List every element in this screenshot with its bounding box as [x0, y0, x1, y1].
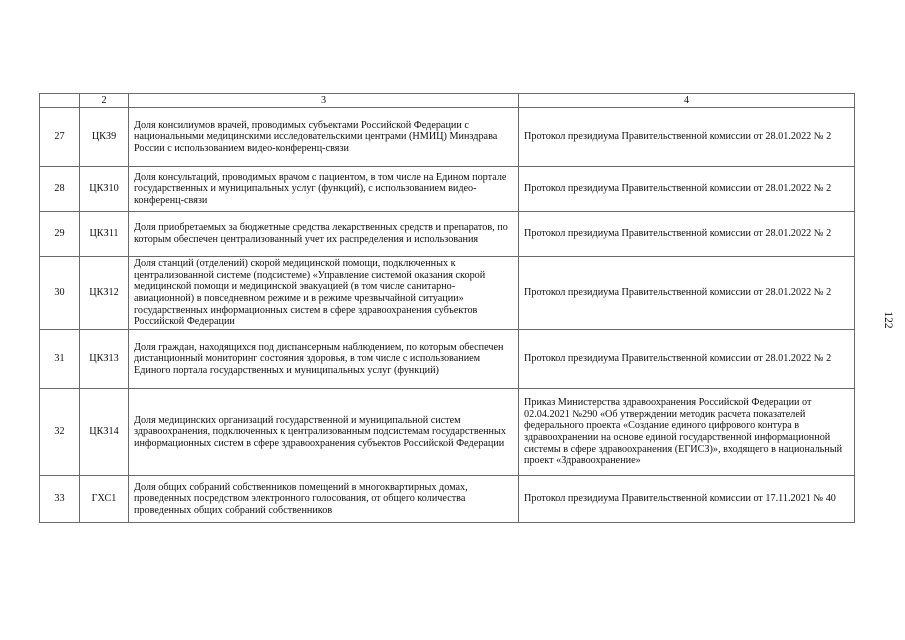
indicator-code: ЦКЗ14: [80, 389, 129, 476]
indicator-code: ЦКЗ9: [80, 108, 129, 167]
row-number: 33: [40, 476, 80, 523]
header-col-1: [40, 94, 80, 108]
table-header-row: [40, 94, 855, 108]
table-row: [40, 212, 855, 257]
indicator-basis: Протокол президиума Правительственной комиссии от 28.01.2022 № 2: [519, 212, 855, 257]
row-number: 31: [40, 330, 80, 389]
indicator-basis: Протокол президиума Правительственной комиссии от 28.01.2022 № 2: [519, 108, 855, 167]
indicator-basis: Протокол президиума Правительственной комиссии от 28.01.2022 № 2: [519, 330, 855, 389]
header-col-3: 3: [129, 94, 519, 108]
table-row: [40, 167, 855, 212]
indicator-basis: Протокол президиума Правительственной комиссии от 28.01.2022 № 2: [519, 257, 855, 330]
indicator-description: Доля медицинских организаций государственной и муниципальной систем здравоохранения, подключенных к централизованным подсистемам государственных информационных систем в сфере здравоохранения субъектов Российской Федерации: [129, 389, 519, 476]
indicator-code: ЦКЗ13: [80, 330, 129, 389]
row-number: 27: [40, 108, 80, 167]
indicators-table: [39, 93, 855, 523]
indicator-description: Доля приобретаемых за бюджетные средства лекарственных средств и препаратов, по которым обеспечен централизованный учет их распределения и использования: [129, 212, 519, 257]
indicator-code: ЦКЗ10: [80, 167, 129, 212]
page-number: 122: [882, 311, 894, 329]
table-row: [40, 257, 855, 330]
table-row: [40, 476, 855, 523]
row-number: 29: [40, 212, 80, 257]
indicator-code: ЦКЗ11: [80, 212, 129, 257]
indicator-basis: Приказ Министерства здравоохранения Российской Федерации от 02.04.2021 №290 «Об утверждении методик расчета показателей федерального проекта «Создание единого цифрового контура в здравоохранении на основе единой государственной информационной системы в сфере здравоохранения (ЕГИСЗ)», входящего в национальный проект «Здравоохранение»: [519, 389, 855, 476]
indicator-basis: Протокол президиума Правительственной комиссии от 28.01.2022 № 2: [519, 167, 855, 212]
table-row: [40, 389, 855, 476]
indicator-basis: Протокол президиума Правительственной комиссии от 17.11.2021 № 40: [519, 476, 855, 523]
row-number: 28: [40, 167, 80, 212]
indicator-description: Доля станций (отделений) скорой медицинской помощи, подключенных к централизованной системе (подсистеме) «Управление системой оказания скорой медицинской помощи и медицинской эвакуацией (в том числе санитарно-авиационной) в повседневном режиме и в режиме чрезвычайной ситуации» государственных информационных систем в сфере здравоохранения субъектов Российской Федерации: [129, 257, 519, 330]
indicator-description: Доля консилиумов врачей, проводимых субъектами Российской Федерации с национальными медицинскими исследовательскими центрами (НМИЦ) Минздрава России с использованием видео-конференц-связи: [129, 108, 519, 167]
header-col-4: 4: [519, 94, 855, 108]
row-number: 30: [40, 257, 80, 330]
indicator-code: ЦКЗ12: [80, 257, 129, 330]
header-col-2: 2: [80, 94, 129, 108]
table-row: [40, 108, 855, 167]
indicator-description: Доля общих собраний собственников помещений в многоквартирных домах, проведенных посредством электронного голосования, от общего количества проведенных общих собраний собственников: [129, 476, 519, 523]
row-number: 32: [40, 389, 80, 476]
table-row: [40, 330, 855, 389]
indicator-code: ГХС1: [80, 476, 129, 523]
indicator-description: Доля консультаций, проводимых врачом с пациентом, в том числе на Едином портале государственных и муниципальных услуг (функций), с использованием видео-конференц-связи: [129, 167, 519, 212]
indicator-description: Доля граждан, находящихся под диспансерным наблюдением, по которым обеспечен дистанционный мониторинг состояния здоровья, в том числе с использованием Единого портала государственных и муниципальных услуг (функций): [129, 330, 519, 389]
